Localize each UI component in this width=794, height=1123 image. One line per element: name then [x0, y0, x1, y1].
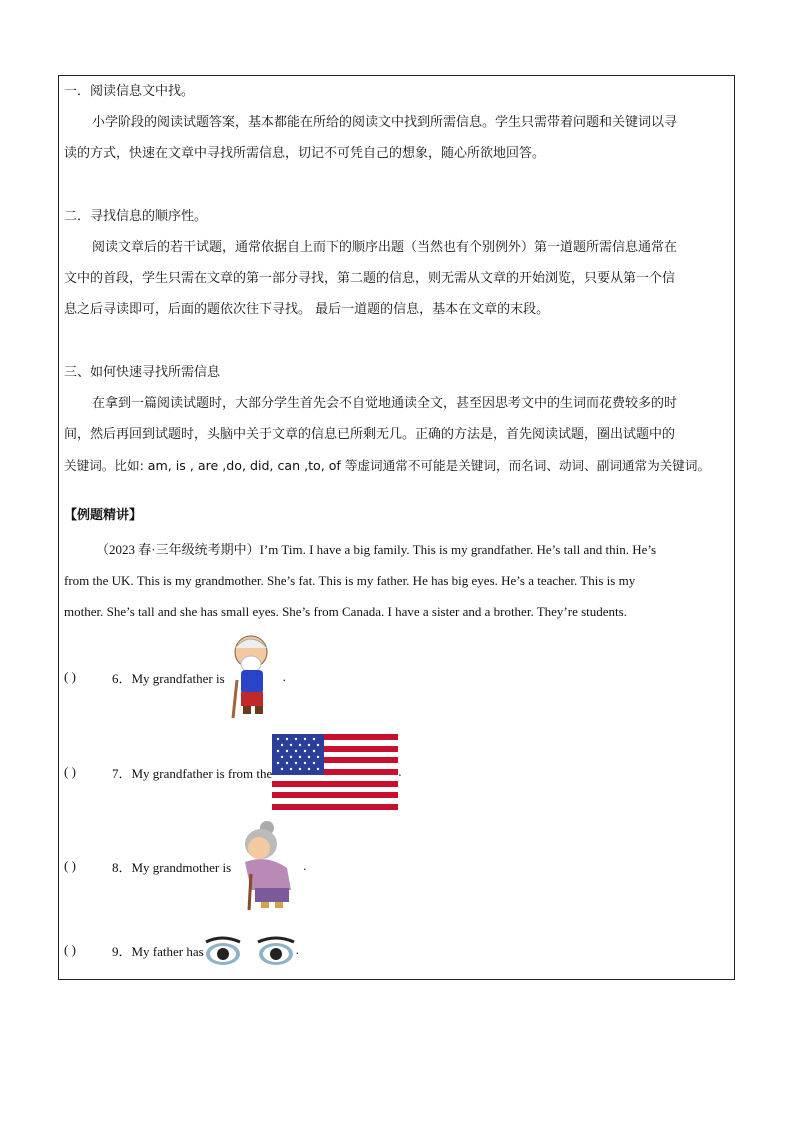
question-text: 8．My grandmother is	[112, 859, 232, 875]
section-2-heading: 二．寻找信息的顺序性。	[64, 209, 208, 224]
section-2-line: 阅读文章后的若干试题，通常依据自上而下的顺序出题（当然也有个别例外）第一道题所需信息通常在	[92, 240, 678, 255]
section-2-line: 文中的首段，学生只需在文章的第一部分寻找，第二题的信息，则无需从文章的开始浏览，只要从第一个信	[64, 271, 676, 286]
section-3-heading: 三、如何快速寻找所需信息	[64, 365, 221, 380]
example-passage-line: from the UK. This is my grandmother. She’s fat. This is my father. He has big eyes. He’s a teacher. This is my	[64, 573, 636, 588]
big-eyes-icon	[204, 930, 296, 970]
old-woman-with-cane-icon	[231, 820, 303, 912]
question-text: 6．My grandfather is	[112, 670, 225, 686]
question-8	[64, 820, 306, 912]
question-7	[64, 734, 402, 810]
example-label: 【例题精讲】	[64, 508, 143, 523]
example-passage-line: mother. She’s tall and she has small eyes. She’s from Canada. I have a sister and a brother. They’re students.	[64, 604, 627, 619]
question-6	[64, 634, 286, 720]
example-passage-line: （2023 春·三年级统考期中）I’m Tim. I have a big family. This is my grandfather. He’s tall and thin. He’s	[96, 542, 657, 557]
section-1-line: 读的方式，快速在文章中寻找所需信息，切记不可凭自己的想象，随心所欲地回答。	[64, 146, 546, 161]
section-2-line: 息之后寻读即可，后面的题依次往下寻找。 最后一道题的信息，基本在文章的末段。	[64, 302, 550, 317]
us-flag-icon	[272, 734, 398, 810]
old-man-with-cane-icon	[225, 634, 283, 720]
question-tail: .	[282, 669, 286, 684]
answer-blank[interactable]: ( )	[64, 858, 76, 873]
section-1-heading: 一．阅读信息文中找。	[64, 84, 195, 99]
section-3-line: 在拿到一篇阅读试题时，大部分学生首先会不自觉地通读全文，甚至因思考文中的生词而花费较多的时	[92, 396, 678, 411]
answer-blank[interactable]: ( )	[64, 764, 76, 779]
question-text: 9．My father has	[112, 943, 204, 959]
answer-blank[interactable]: ( )	[64, 669, 76, 684]
question-tail: .	[295, 942, 299, 957]
section-3-line: 关键词。比如: am, is , are ,do, did, can ,to, of 等虚词通常不可能是关键词，而名词、动词、副词通常为关键词。	[64, 458, 711, 473]
section-3-line: 间，然后再回到试题时，头脑中关于文章的信息已所剩无几。正确的方法是，首先阅读试题，圈出试题中的	[64, 427, 676, 442]
question-9	[64, 930, 299, 970]
section-1-line: 小学阶段的阅读试题答案，基本都能在所给的阅读文中找到所需信息。学生只需带着问题和关键词以寻	[92, 115, 678, 130]
question-tail: .	[398, 764, 402, 779]
question-text: 7．My grandfather is from the	[112, 765, 273, 781]
answer-blank[interactable]: ( )	[64, 942, 76, 957]
question-tail: .	[303, 858, 307, 873]
